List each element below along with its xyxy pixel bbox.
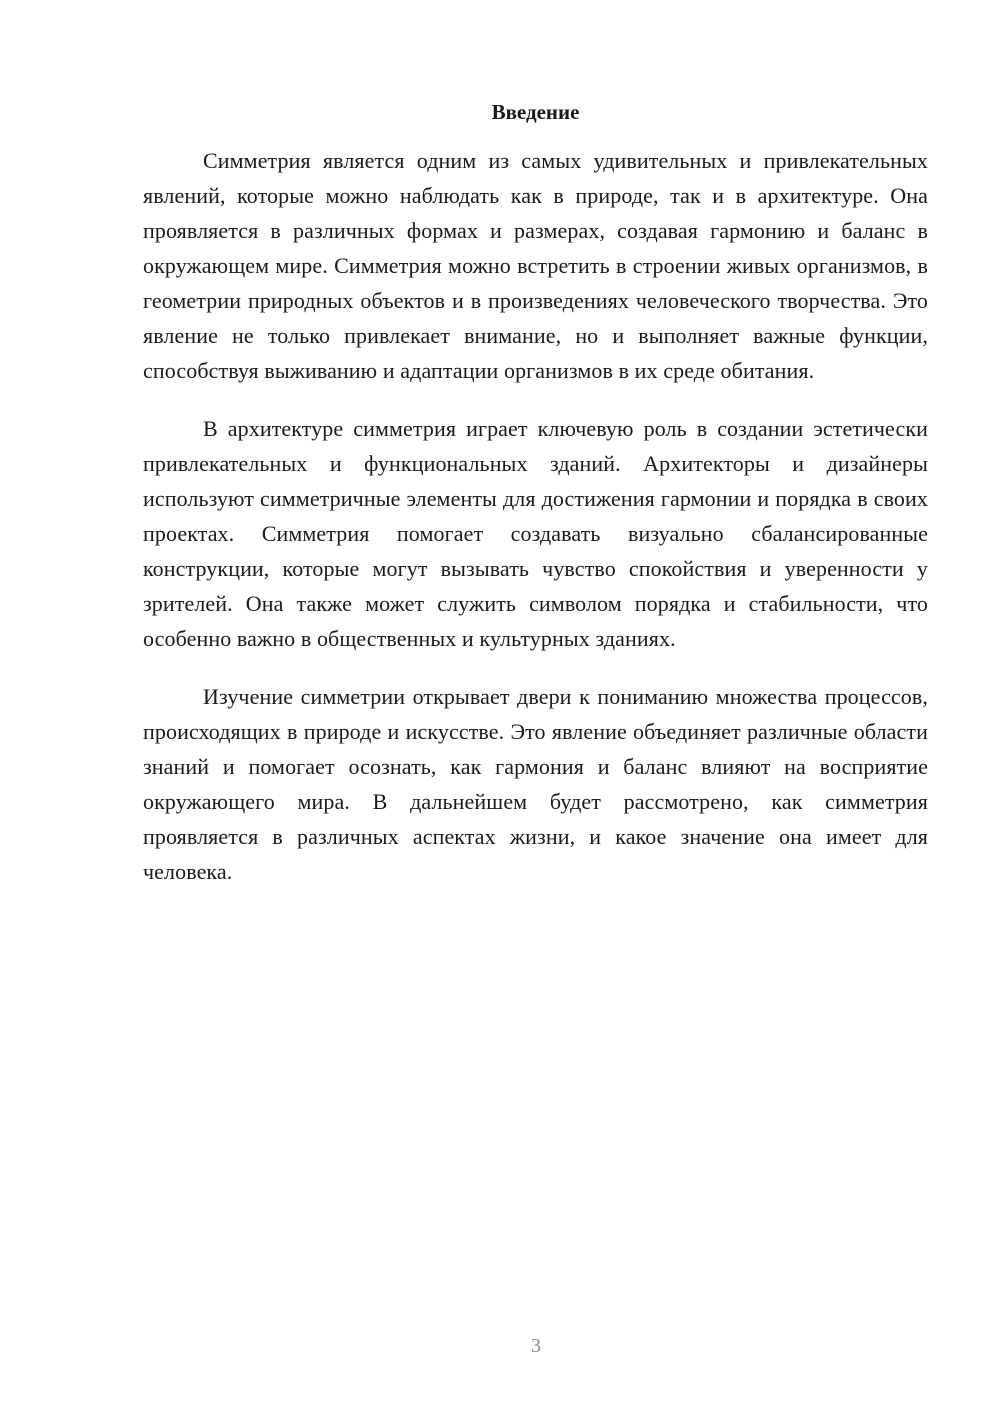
body-text bbox=[143, 143, 928, 912]
paragraph-3: Изучение симметрии открывает двери к пониманию множества процессов, происходящих в природе и искусстве. Это явление объединяет различные области знаний и помогает осознать, как гармония и баланс влияют на восприятие окружающего мира. В дальнейшем будет рассмотрено, как симметрия проявляется в различных аспектах жизни, и какое значение она имеет для человека. bbox=[143, 684, 928, 884]
page-title: Введение bbox=[491, 100, 580, 124]
paragraph-1: Симметрия является одним из самых удивительных и привлекательных явлений, которые можно наблюдать как в природе, так и в архитектуре. Она проявляется в различных формах и размерах, создавая гармонию и баланс в окружающем мире. Симметрия можно встретить в строении живых организмов, в геометрии природных объектов и в произведениях человеческого творчества. Это явление не только привлекает внимание, но и выполняет важные функции, способствуя выживанию и адаптации организмов в их среде обитания. bbox=[143, 148, 928, 383]
page-number: 3 bbox=[531, 1335, 541, 1357]
paragraph-2: В архитектуре симметрия играет ключевую роль в создании эстетически привлекательных и функциональных зданий. Архитекторы и дизайнеры используют симметричные элементы для достижения гармонии и порядка в своих проектах. Симметрия помогает создавать визуально сбалансированные конструкции, которые могут вызывать чувство спокойствия и уверенности у зрителей. Она также может служить символом порядка и стабильности, что особенно важно в общественных и культурных зданиях. bbox=[143, 416, 928, 651]
